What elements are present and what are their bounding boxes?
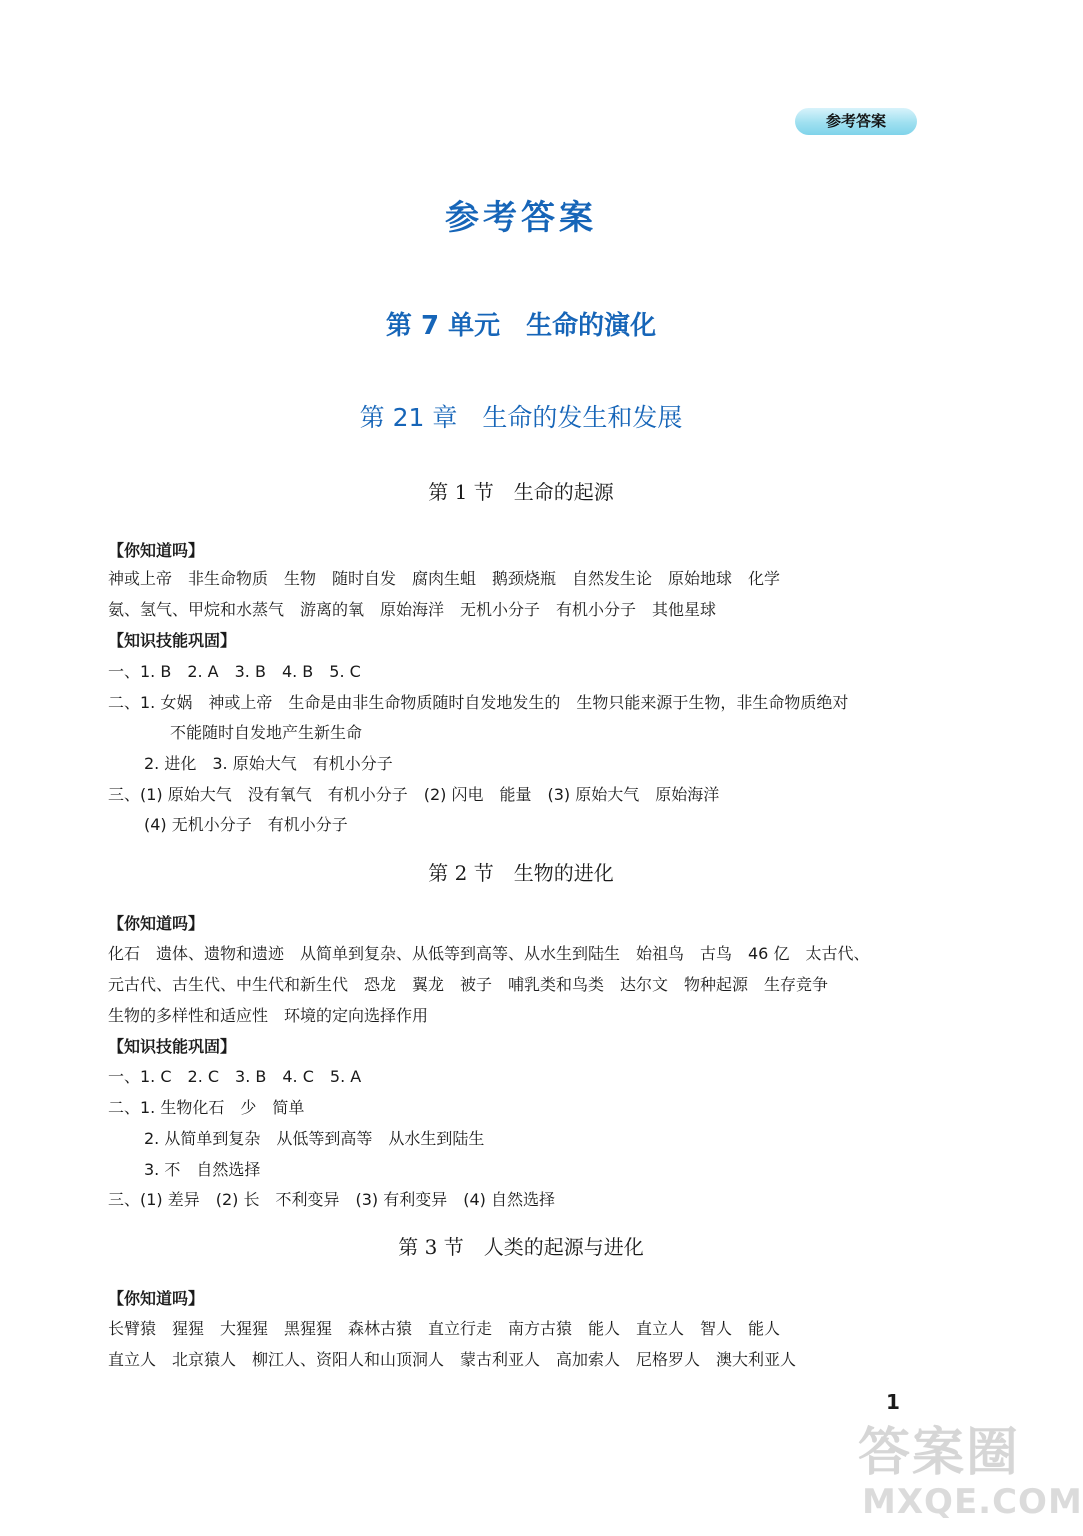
- answer-line: 2. 进化 3. 原始大气 有机小分子: [144, 754, 393, 773]
- watermark-text: 答案圈: [858, 1423, 1021, 1483]
- answer-line: 一、1. B 2. A 3. B 4. B 5. C: [108, 662, 361, 681]
- answer-line: 氨、氢气、甲烷和水蒸气 游离的氧 原始海洋 无机小分子 有机小分子 其他星球: [108, 600, 717, 619]
- answer-line: 长臂猿 猩猩 大猩猩 黑猩猩 森林古猿 直立行走 南方古猿 能人 直立人 智人 能人: [108, 1319, 781, 1338]
- watermark-logo: [858, 1410, 1083, 1530]
- page-number: 1: [886, 1390, 900, 1414]
- header-badge: 参考答案: [795, 108, 917, 135]
- answer-line: 2. 从简单到复杂 从低等到高等 从水生到陆生: [144, 1129, 485, 1148]
- answer-line: 三、(1) 原始大气 没有氧气 有机小分子 (2) 闪电 能量 (3) 原始大气 原始海洋: [108, 785, 720, 804]
- answer-line: 二、1. 女娲 神或上帝 生命是由非生命物质随时自发地发生的 生物只能来源于生物，非生命物质绝对: [108, 693, 849, 712]
- subheading-skills: 【知识技能巩固】: [108, 631, 237, 650]
- answer-line: 生物的多样性和适应性 环境的定向选择作用: [108, 1006, 429, 1025]
- page-title: 参考答案: [445, 198, 597, 238]
- answer-line: 3. 不 自然选择: [144, 1160, 261, 1179]
- answer-line: 三、(1) 差异 (2) 长 不利变异 (3) 有利变异 (4) 自然选择: [108, 1190, 556, 1209]
- subheading-know: 【你知道吗】: [108, 914, 205, 933]
- answer-line: 二、1. 生物化石 少 简单: [108, 1098, 305, 1117]
- chapter-title: 第 21 章 生命的发生和发展: [359, 403, 683, 432]
- answer-line: 直立人 北京猿人 柳江人、资阳人和山顶洞人 蒙古利亚人 高加索人 尼格罗人 澳大利亚人: [108, 1350, 797, 1369]
- answer-line: 元古代、古生代、中生代和新生代 恐龙 翼龙 被子 哺乳类和鸟类 达尔文 物种起源 生存竞争: [108, 975, 829, 994]
- answer-line: 化石 遗体、遗物和遗迹 从简单到复杂、从低等到高等、从水生到陆生 始祖鸟 古鸟 46 亿 太古代、: [108, 944, 870, 963]
- watermark-url: MXQE.COM: [862, 1482, 1083, 1522]
- subheading-know: 【你知道吗】: [108, 1289, 205, 1308]
- section-heading-3: 第 3 节 人类的起源与进化: [398, 1235, 644, 1259]
- section-heading-1: 第 1 节 生命的起源: [428, 480, 614, 504]
- subheading-know: 【你知道吗】: [108, 541, 205, 560]
- subheading-skills: 【知识技能巩固】: [108, 1037, 237, 1056]
- answer-line: 神或上帝 非生命物质 生物 随时自发 腐肉生蛆 鹅颈烧瓶 自然发生论 原始地球 化学: [108, 569, 781, 588]
- section-heading-2: 第 2 节 生物的进化: [428, 861, 614, 885]
- answer-line: 一、1. C 2. C 3. B 4. C 5. A: [108, 1067, 362, 1086]
- answer-line: (4) 无机小分子 有机小分子: [144, 815, 348, 834]
- answer-line: 不能随时自发地产生新生命: [170, 723, 363, 742]
- unit-title: 第 7 单元 生命的演化: [385, 311, 657, 341]
